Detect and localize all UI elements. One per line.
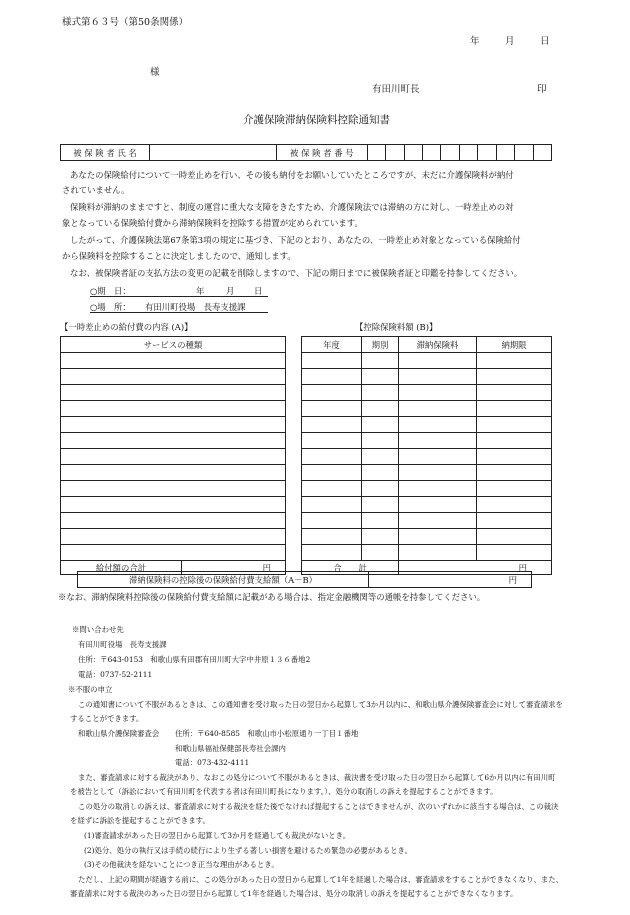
- overdue-premium-header: 滞納保険料: [399, 337, 477, 353]
- document-title: 介護保険滞納保険料控除通知書: [243, 114, 390, 126]
- service-row[interactable]: [61, 529, 286, 545]
- premium-cell[interactable]: [302, 369, 362, 385]
- addressee-suffix: 様: [150, 67, 160, 78]
- service-type-header: サービスの種類: [61, 337, 286, 353]
- insured-number-digit[interactable]: [404, 145, 422, 161]
- issuer: 有田川町長: [372, 84, 420, 95]
- premium-cell[interactable]: [302, 401, 362, 417]
- premium-cell[interactable]: [302, 433, 362, 449]
- date-day: 日: [540, 36, 550, 47]
- service-row[interactable]: [61, 385, 286, 401]
- service-row[interactable]: [61, 481, 286, 497]
- net-payment-unit: 円: [369, 572, 532, 588]
- body-paragraph: 象となっている保険給付費から滞納保険料を控除する措置が定められています。: [62, 218, 363, 228]
- premium-cell[interactable]: [399, 545, 477, 561]
- appeal-text: 審査請求に対する裁決のあった日の翌日から起算して1年を経過した場合は、処分の取消しの訴えを提起することができなくなります。: [70, 889, 518, 898]
- service-row[interactable]: [61, 513, 286, 529]
- benefit-total-unit: 円: [182, 561, 286, 575]
- due-date-header: 納期限: [477, 337, 552, 353]
- premium-cell[interactable]: [477, 497, 552, 513]
- contact-address: 住所：〒643-0153 和歌山県有田郡有田川町大字中井原１３６番地2: [78, 655, 311, 664]
- insured-name-label: 被 保 険 者 氏 名: [61, 145, 150, 161]
- premium-cell[interactable]: [477, 353, 552, 369]
- body-paragraph: から保険料を控除することに決定しましたので、通知します。: [62, 251, 296, 261]
- premium-table: [301, 336, 552, 575]
- benefit-table: [60, 336, 286, 575]
- appeal-board-address: 住所：〒640-8585 和歌山市小松原通り一丁目１番地: [175, 729, 359, 738]
- insured-number-digit[interactable]: [459, 145, 477, 161]
- premium-total-unit: 円: [399, 561, 552, 575]
- appeal-condition: (3)その他裁決を経ないことにつき正当な理由があるとき。: [84, 860, 279, 869]
- insured-number-digit[interactable]: [386, 145, 404, 161]
- appeal-text: この通知書について不服があるときは、この通知書を受け取った日の翌日から起算して3か月以内に、和歌山県介護保険審査会に対して審査請求を: [78, 700, 563, 709]
- premium-cell[interactable]: [302, 545, 362, 561]
- premium-cell[interactable]: [477, 417, 552, 433]
- premium-cell[interactable]: [399, 417, 477, 433]
- premium-cell[interactable]: [477, 449, 552, 465]
- premium-cell[interactable]: [362, 433, 399, 449]
- premium-cell[interactable]: [302, 353, 362, 369]
- premium-cell[interactable]: [477, 401, 552, 417]
- premium-cell[interactable]: [399, 385, 477, 401]
- premium-cell[interactable]: [399, 353, 477, 369]
- premium-cell[interactable]: [362, 545, 399, 561]
- appeal-text: この処分の取消しの訴えは、審査請求に対する裁決を経た後でなければ提起することはできませんが、次のいずれかに該当する場合は、この裁決: [78, 802, 559, 811]
- premium-cell[interactable]: [302, 481, 362, 497]
- appeal-text: ただし、上記の期間が経過する前に、この処分があった日の翌日から起算して1年を経過した場合は、審査請求をすることができなくなり、また、: [78, 875, 564, 884]
- schedule-date-label: ○期 日：: [90, 286, 131, 296]
- contact-office: 有田川町役場 長寿支援課: [78, 640, 167, 649]
- premium-cell[interactable]: [362, 529, 399, 545]
- net-payment-table: [77, 571, 532, 588]
- premium-cell[interactable]: [362, 353, 399, 369]
- premium-cell[interactable]: [302, 529, 362, 545]
- premium-cell[interactable]: [362, 497, 399, 513]
- left-table-caption: 【一時差止めの給付費の内容 (A)】: [60, 322, 193, 332]
- insured-info-table: [60, 144, 552, 161]
- premium-cell[interactable]: [362, 369, 399, 385]
- period-header: 期別: [362, 337, 399, 353]
- appeal-text: を被告として（訴訟において有田川町を代表する者は有田川町長になります。）、処分の取消しの訴えを提起することができます。: [70, 787, 498, 796]
- schedule-place-value: 有田川町役場 長寿支援課: [145, 302, 246, 312]
- schedule-date-year: 年: [196, 286, 205, 296]
- insured-number-label: 被 保 険 者 番 号: [276, 145, 367, 161]
- benefit-total-label: 給付額の合計: [61, 561, 182, 575]
- premium-cell[interactable]: [399, 513, 477, 529]
- body-paragraph: あなたの保険給付について一時差止めを行い、その後も納付をお願いしていたところですが、未だに介護保険料が納付: [70, 170, 514, 180]
- seal-mark: 印: [537, 84, 547, 95]
- schedule-place-underline: [90, 312, 268, 313]
- insured-number-digit[interactable]: [367, 145, 385, 161]
- premium-cell[interactable]: [302, 449, 362, 465]
- date-year: 年: [470, 36, 480, 47]
- premium-cell[interactable]: [302, 417, 362, 433]
- premium-cell[interactable]: [399, 369, 477, 385]
- insured-number-digit[interactable]: [533, 145, 552, 161]
- appeal-text: また、審査請求に対する裁決があり、なおこの処分について不服があるときは、裁決書を受け取った日の翌日から起算して6か月以内に有田川町: [78, 773, 556, 782]
- premium-cell[interactable]: [477, 369, 552, 385]
- premium-cell[interactable]: [302, 497, 362, 513]
- service-row[interactable]: [61, 369, 286, 385]
- passbook-note: ※なお、滞納保険料控除後の保険給付費支給額に記載がある場合は、指定金融機関等の通帳を持参してください。: [58, 592, 486, 602]
- schedule-place-label: ○場 所：: [90, 302, 131, 312]
- service-row[interactable]: [61, 433, 286, 449]
- appeal-board-dept: 和歌山県福祉保健部長寿社会課内: [175, 744, 286, 753]
- premium-cell[interactable]: [477, 513, 552, 529]
- appeal-text: を経ずに訴訟を提起することができます。: [70, 816, 210, 825]
- service-row[interactable]: [61, 465, 286, 481]
- body-paragraph: されていません。: [62, 185, 130, 195]
- schedule-date-underline: [90, 296, 268, 297]
- premium-cell[interactable]: [477, 465, 552, 481]
- insured-number-digit[interactable]: [515, 145, 533, 161]
- premium-cell[interactable]: [362, 449, 399, 465]
- contact-heading: ※問い合わせ先: [72, 625, 124, 634]
- premium-cell[interactable]: [399, 529, 477, 545]
- service-row[interactable]: [61, 497, 286, 513]
- appeal-board-name: 和歌山県介護保険審査会: [78, 729, 160, 738]
- appeal-text: することができます。: [70, 714, 144, 723]
- premium-cell[interactable]: [399, 433, 477, 449]
- body-paragraph: なお、被保険者証の支払方法の変更の記載を削除しますので、下記の期日までに被保険者証と印鑑を持参してください。: [70, 268, 523, 278]
- schedule-date-day: 日: [254, 286, 263, 296]
- premium-cell[interactable]: [302, 513, 362, 529]
- appeal-condition: (2)処分、処分の執行又は手続の続行により生ずる著しい損害を避けるため緊急の必要があるとき。: [84, 846, 412, 855]
- premium-total-label: 合 計: [302, 561, 399, 575]
- premium-cell[interactable]: [477, 545, 552, 561]
- right-table-caption: 【控除保険料額 (B)】: [355, 322, 438, 332]
- appeal-board-phone: 電話：073-432-4111: [175, 758, 250, 767]
- premium-cell[interactable]: [362, 385, 399, 401]
- net-payment-label: 滞納保険料の控除後の保険給付費支給額（A－B）: [78, 572, 369, 588]
- premium-cell[interactable]: [399, 497, 477, 513]
- insured-number-digit[interactable]: [423, 145, 441, 161]
- premium-cell[interactable]: [399, 449, 477, 465]
- service-row[interactable]: [61, 545, 286, 561]
- appeal-condition: (1)審査請求があった日の翌日から起算して3か月を経過しても裁決がないとき。: [84, 831, 351, 840]
- premium-cell[interactable]: [477, 385, 552, 401]
- form-number: 様式第６３号（第50条関係）: [62, 17, 189, 28]
- premium-cell[interactable]: [477, 433, 552, 449]
- service-row[interactable]: [61, 401, 286, 417]
- premium-cell[interactable]: [302, 465, 362, 481]
- service-row[interactable]: [61, 449, 286, 465]
- premium-cell[interactable]: [399, 481, 477, 497]
- appeal-heading: ※不服の申立: [68, 685, 113, 694]
- contact-phone: 電話：0737-52-2111: [78, 670, 153, 679]
- premium-cell[interactable]: [477, 481, 552, 497]
- service-row[interactable]: [61, 417, 286, 433]
- insured-name-field[interactable]: [149, 145, 276, 161]
- premium-cell[interactable]: [362, 401, 399, 417]
- body-paragraph: 保険料が滞納のままですと、制度の運営に重大な支障をきたすため、介護保険法では滞納の方に対し、一時差止めの対: [70, 202, 514, 212]
- premium-cell[interactable]: [399, 401, 477, 417]
- premium-cell[interactable]: [362, 417, 399, 433]
- premium-cell[interactable]: [362, 481, 399, 497]
- body-paragraph: したがって、介護保険法第67条第3項の規定に基づき、下記のとおり、あなたの、一時差止め対象となっている保険給付: [70, 235, 521, 245]
- service-row[interactable]: [61, 353, 286, 369]
- insured-number-digit[interactable]: [441, 145, 459, 161]
- premium-cell[interactable]: [362, 513, 399, 529]
- premium-cell[interactable]: [477, 529, 552, 545]
- schedule-date-month: 月: [226, 286, 235, 296]
- insured-number-digit[interactable]: [496, 145, 514, 161]
- premium-cell[interactable]: [399, 465, 477, 481]
- year-header: 年度: [302, 337, 362, 353]
- date-month: 月: [505, 36, 515, 47]
- premium-cell[interactable]: [302, 385, 362, 401]
- insured-number-digit[interactable]: [478, 145, 496, 161]
- premium-cell[interactable]: [362, 465, 399, 481]
